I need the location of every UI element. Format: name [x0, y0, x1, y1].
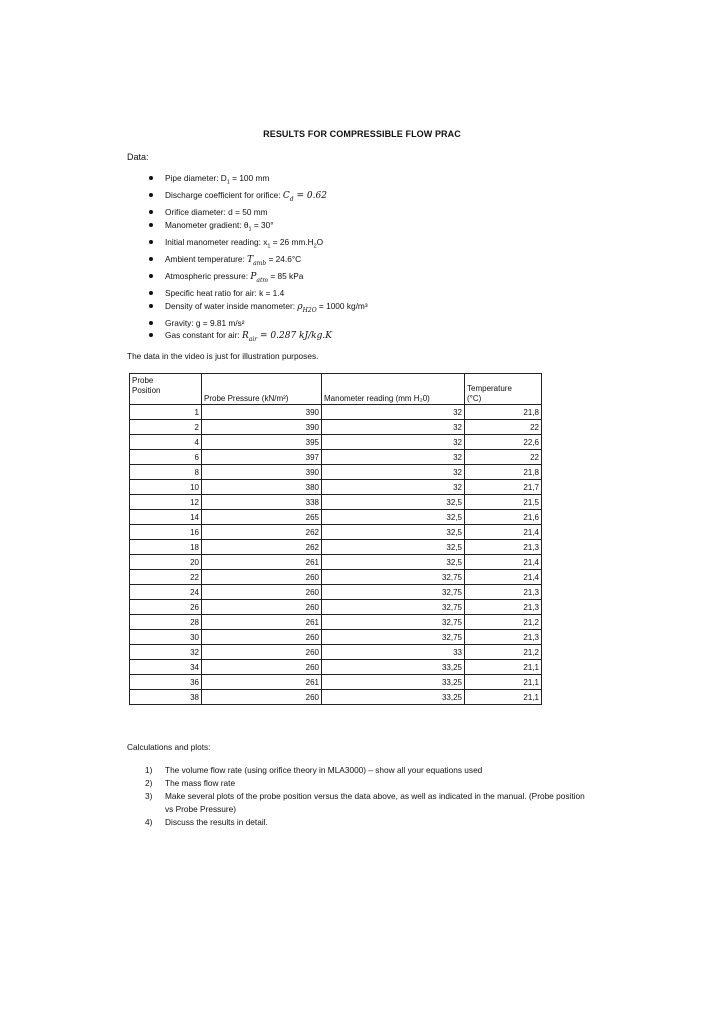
probe-pressure-cell: 261 — [202, 555, 322, 570]
header-temperature: Temperature (°C) — [465, 374, 542, 405]
calc-item-number: 4) — [145, 817, 153, 827]
probe-position-cell: 2 — [130, 420, 202, 435]
probe-pressure-cell: 397 — [202, 450, 322, 465]
header-probe-position: Probe Position — [130, 374, 202, 405]
temperature-cell: 21,3 — [465, 585, 542, 600]
temperature-cell: 21,4 — [465, 525, 542, 540]
probe-pressure-cell: 338 — [202, 495, 322, 510]
table-row — [130, 660, 542, 675]
param-orifice-diameter: Orifice diameter: d = 50 mm — [147, 206, 368, 218]
table-row — [130, 600, 542, 615]
probe-pressure-cell: 262 — [202, 525, 322, 540]
table-row — [130, 615, 542, 630]
probe-pressure-cell: 260 — [202, 570, 322, 585]
probe-position-cell: 16 — [130, 525, 202, 540]
temperature-cell: 21,2 — [465, 615, 542, 630]
manometer-reading-cell: 32,5 — [322, 525, 465, 540]
table-body — [130, 405, 542, 705]
probe-position-cell: 8 — [130, 465, 202, 480]
param-discharge-coefficient: Discharge coefficient for orifice: $C_d = 0.62$ — [147, 189, 368, 206]
temperature-cell: 21,1 — [465, 690, 542, 705]
calculations-label: Calculations and plots: — [127, 742, 211, 752]
illustration-note: The data in the video is just for illustration purposes. — [127, 351, 319, 361]
param-water-density: Density of water inside manometer: $\rho_{H2O} = 1000$ kg/m³ — [147, 300, 368, 317]
data-label: Data: — [127, 152, 149, 162]
manometer-reading-cell: 33,25 — [322, 660, 465, 675]
calc-item-text: Make several plots of the probe position versus the data above, as well as indicated in the manual. (Probe position vs Probe Pressure) — [165, 791, 585, 814]
temperature-cell: 21,2 — [465, 645, 542, 660]
header-probe-pressure: Probe Pressure (kN/m²) — [202, 374, 322, 405]
manometer-reading-cell: 32,5 — [322, 510, 465, 525]
probe-pressure-cell: 260 — [202, 690, 322, 705]
table-row — [130, 495, 542, 510]
probe-pressure-cell: 260 — [202, 645, 322, 660]
manometer-reading-cell: 33,25 — [322, 690, 465, 705]
probe-pressure-cell: 260 — [202, 660, 322, 675]
calc-item — [145, 790, 585, 816]
results-table — [129, 373, 542, 705]
probe-position-cell: 28 — [130, 615, 202, 630]
probe-pressure-cell: 261 — [202, 615, 322, 630]
table-row — [130, 435, 542, 450]
probe-pressure-cell: 390 — [202, 420, 322, 435]
manometer-reading-cell: 32 — [322, 405, 465, 420]
probe-position-cell: 36 — [130, 675, 202, 690]
manometer-reading-cell: 33 — [322, 645, 465, 660]
param-manometer-gradient: Manometer gradient: $\theta_1 = 30^\circ$ — [147, 219, 368, 236]
calc-item-text: The volume flow rate (using orifice theory in MLA3000) – show all your equations used — [165, 765, 483, 775]
table-header-row — [130, 374, 542, 405]
manometer-reading-cell: 32 — [322, 420, 465, 435]
probe-position-cell: 38 — [130, 690, 202, 705]
temperature-cell: 21,8 — [465, 405, 542, 420]
table-row — [130, 555, 542, 570]
probe-pressure-cell: 390 — [202, 405, 322, 420]
probe-position-cell: 34 — [130, 660, 202, 675]
manometer-reading-cell: 32 — [322, 465, 465, 480]
probe-position-cell: 18 — [130, 540, 202, 555]
param-gas-constant: Gas constant for air: $R_{air} = 0.287$ kJ/kg.K — [147, 329, 368, 346]
temperature-cell: 21,3 — [465, 630, 542, 645]
manometer-reading-cell: 32 — [322, 435, 465, 450]
temperature-cell: 21,3 — [465, 600, 542, 615]
probe-pressure-cell: 380 — [202, 480, 322, 495]
manometer-reading-cell: 32,5 — [322, 495, 465, 510]
manometer-reading-cell: 32,75 — [322, 570, 465, 585]
calc-item — [145, 764, 585, 777]
table-row — [130, 405, 542, 420]
calc-item-text: The mass flow rate — [165, 778, 236, 788]
temperature-cell: 21,4 — [465, 555, 542, 570]
probe-position-cell: 26 — [130, 600, 202, 615]
param-initial-reading: Initial manometer reading: $x_1 = 26$ $mm.H_2O$ — [147, 236, 368, 253]
param-atmospheric-pressure: Atmospheric pressure: $P_{atm} = 85$ kPa — [147, 270, 368, 287]
table-row — [130, 465, 542, 480]
manometer-reading-cell: 32 — [322, 450, 465, 465]
probe-pressure-cell: 262 — [202, 540, 322, 555]
probe-position-cell: 30 — [130, 630, 202, 645]
probe-position-cell: 14 — [130, 510, 202, 525]
table-row — [130, 585, 542, 600]
table-row — [130, 420, 542, 435]
calc-item-text: Discuss the results in detail. — [165, 817, 268, 827]
manometer-reading-cell: 32,75 — [322, 585, 465, 600]
temperature-cell: 21,6 — [465, 510, 542, 525]
probe-position-cell: 10 — [130, 480, 202, 495]
probe-pressure-cell: 260 — [202, 600, 322, 615]
temperature-cell: 21,7 — [465, 480, 542, 495]
probe-pressure-cell: 265 — [202, 510, 322, 525]
probe-position-cell: 12 — [130, 495, 202, 510]
table-row — [130, 675, 542, 690]
table-row — [130, 510, 542, 525]
table-row — [130, 450, 542, 465]
temperature-cell: 21,1 — [465, 675, 542, 690]
table-row — [130, 690, 542, 705]
temperature-cell: 21,8 — [465, 465, 542, 480]
probe-position-cell: 4 — [130, 435, 202, 450]
manometer-reading-cell: 32,75 — [322, 630, 465, 645]
probe-position-cell: 20 — [130, 555, 202, 570]
calc-item — [145, 777, 585, 790]
calc-item-number: 2) — [145, 778, 153, 788]
probe-pressure-cell: 390 — [202, 465, 322, 480]
param-ambient-temperature: Ambient temperature: $T_{amb} = 24.6^\circ C$ — [147, 253, 368, 270]
manometer-reading-cell: 32,5 — [322, 540, 465, 555]
probe-position-cell: 24 — [130, 585, 202, 600]
param-pipe-diameter: Pipe diameter: $D_1 = 100$ mm — [147, 172, 368, 189]
manometer-reading-cell: 33,25 — [322, 675, 465, 690]
table-row — [130, 645, 542, 660]
table-row — [130, 570, 542, 585]
probe-pressure-cell: 261 — [202, 675, 322, 690]
probe-pressure-cell: 260 — [202, 585, 322, 600]
document-title: RESULTS FOR COMPRESSIBLE FLOW PRAC — [263, 129, 461, 139]
manometer-reading-cell: 32,75 — [322, 615, 465, 630]
temperature-cell: 21,5 — [465, 495, 542, 510]
manometer-reading-cell: 32,5 — [322, 555, 465, 570]
calculations-list — [145, 764, 585, 829]
parameter-list — [147, 172, 368, 346]
probe-pressure-cell: 260 — [202, 630, 322, 645]
table-row — [130, 525, 542, 540]
header-manometer-reading: Manometer reading (mm H₂0) — [322, 374, 465, 405]
calc-item-number: 1) — [145, 765, 153, 775]
temperature-cell: 21,1 — [465, 660, 542, 675]
table-row — [130, 480, 542, 495]
table-row — [130, 630, 542, 645]
temperature-cell: 21,4 — [465, 570, 542, 585]
manometer-reading-cell: 32 — [322, 480, 465, 495]
temperature-cell: 21,3 — [465, 540, 542, 555]
temperature-cell: 22,6 — [465, 435, 542, 450]
probe-position-cell: 1 — [130, 405, 202, 420]
param-gravity: Gravity: g = 9.81 m/s² — [147, 317, 368, 329]
param-specific-heat-ratio: Specific heat ratio for air: k = 1.4 — [147, 287, 368, 299]
temperature-cell: 22 — [465, 450, 542, 465]
probe-position-cell: 6 — [130, 450, 202, 465]
probe-position-cell: 32 — [130, 645, 202, 660]
temperature-cell: 22 — [465, 420, 542, 435]
calc-item — [145, 816, 585, 829]
manometer-reading-cell: 32,75 — [322, 600, 465, 615]
table-row — [130, 540, 542, 555]
probe-position-cell: 22 — [130, 570, 202, 585]
probe-pressure-cell: 395 — [202, 435, 322, 450]
calc-item-number: 3) — [145, 791, 153, 801]
